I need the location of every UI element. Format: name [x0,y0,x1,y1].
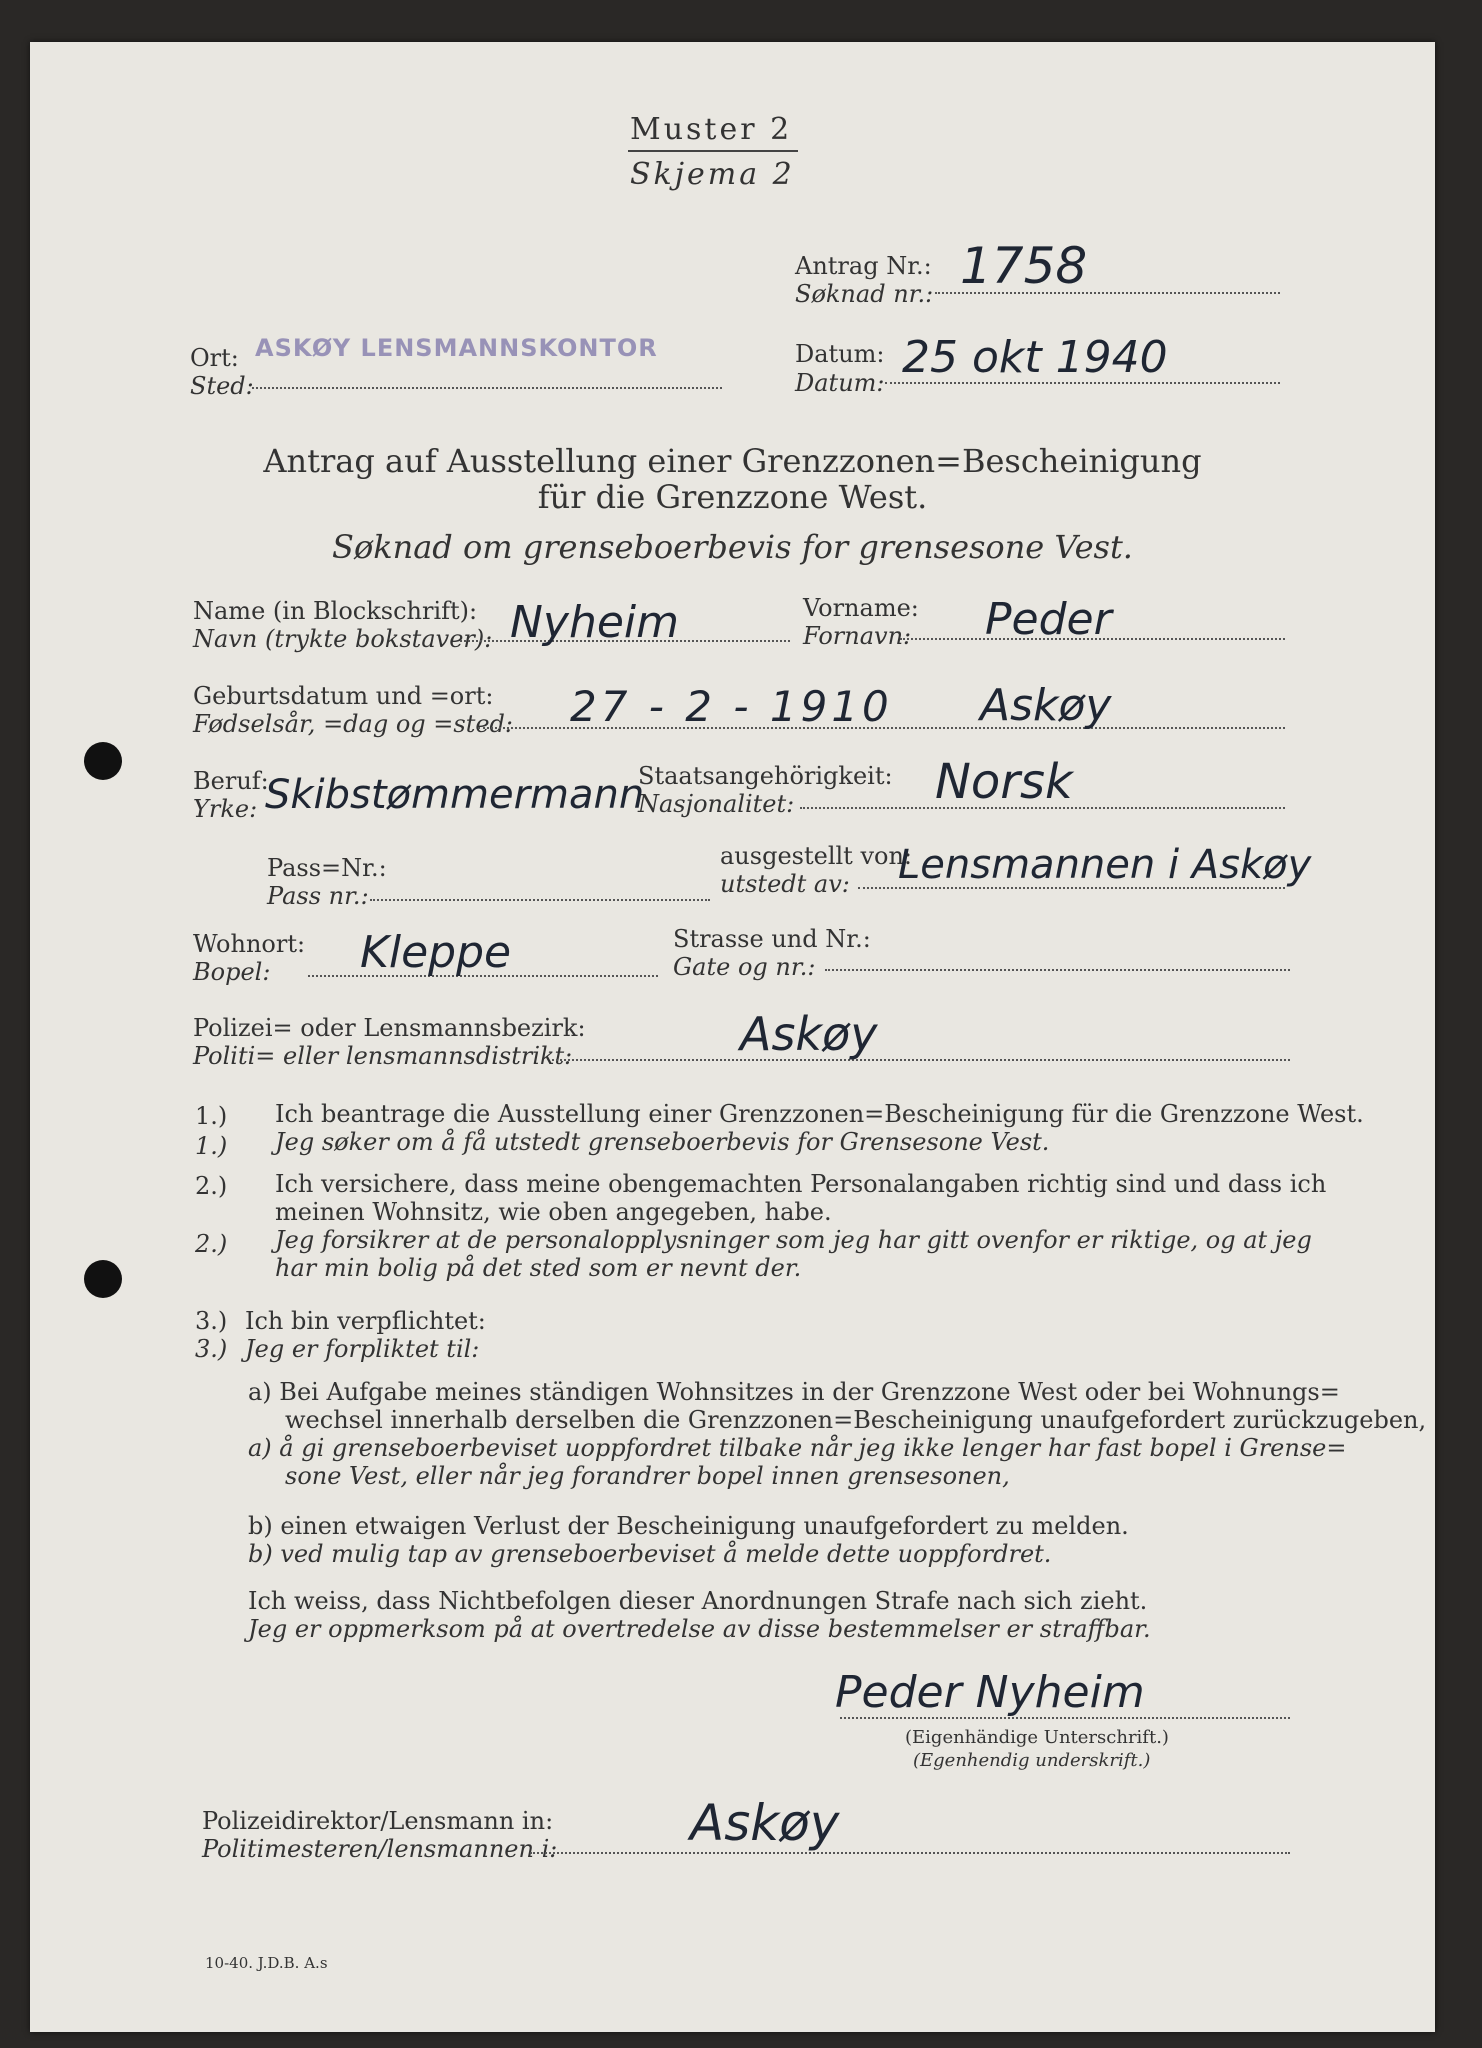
title-divider [628,150,798,152]
beruf-handwritten: Skibstømmermann [265,772,645,818]
ort-label: Ort: [190,344,239,372]
clause-2-number-de: 2.) [195,1172,228,1200]
clause-2-no-line1: Jeg forsikrer at de personalopplysninger som jeg har gitt ovenfor er riktige, og at jeg [275,1226,1312,1254]
police-signature: Askøy [690,1794,840,1852]
police-label-de: Polizeidirektor/Lensmann in: [202,1807,554,1835]
datum-label-no: Datum: [795,369,885,397]
pass-label-de: Pass=Nr.: [267,854,387,882]
clause-2-de-line1: Ich versichere, dass meine obengemachten Personalangaben richtig sind und dass ich [275,1170,1327,1198]
clause-3b-de: b) einen etwaigen Verlust der Bescheinigung unaufgefordert zu melden. [248,1512,1129,1540]
applicant-signature: Peder Nyheim [835,1667,1145,1718]
name-label-de: Name (in Blockschrift): [193,597,478,625]
beruf-label-no: Yrke: [193,795,258,823]
wohnort-label-de: Wohnort: [193,930,306,958]
polizei-label-de: Polizei= oder Lensmannsbezirk: [193,1014,586,1042]
signature-label-de: (Eigenhändige Unterschrift.) [905,1727,1169,1748]
heading-no: Søknad om grenseboerbevis for grensesone Vest. [332,528,1133,566]
beruf-label-de: Beruf: [193,767,269,795]
wohnort-handwritten: Kleppe [360,927,512,978]
geburt-place-handwritten: Askøy [980,680,1112,731]
geburt-label-no: Fødselsår, =dag og =sted: [193,710,514,738]
punch-hole [84,742,122,780]
soknad-number-handwritten: 1758 [960,237,1088,295]
staat-handwritten: Norsk [935,754,1073,810]
wohnort-label-no: Bopel: [193,958,271,986]
clause-2-no-line2: har min bolig på det sted som er nevnt der. [275,1254,802,1282]
clause-1-de: Ich beantrage die Ausstellung einer Grenzzonen=Bescheinigung für die Grenzzone West. [275,1100,1364,1128]
vorname-label-de: Vorname: [803,594,919,622]
staat-label-de: Staatsangehörigkeit: [638,762,893,790]
polizei-handwritten: Askøy [740,1007,878,1061]
sted-label: Sted: [190,372,254,400]
clause-3-number-no: 3.) [195,1335,228,1363]
clause-1-no: Jeg søker om å få utstedt grenseboerbevis for Grensesone Vest. [275,1128,1050,1156]
strasse-label-no: Gate og nr.: [673,953,816,981]
clause-3a-no-line1: a) å gi grenseboerbeviset uoppfordret tilbake når jeg ikke lenger har fast bopel i Grense= [248,1434,1347,1462]
vorname-label-no: Fornavn: [803,622,912,650]
polizei-line [552,1059,1290,1061]
ausgestellt-label-de: ausgestellt von: [720,842,912,870]
name-handwritten: Nyheim [510,597,679,648]
clause-3-number-de: 3.) [195,1307,228,1335]
geburt-label-de: Geburtsdatum und =ort: [193,682,494,710]
vorname-handwritten: Peder [985,594,1112,645]
clause-3a-no-line2: sone Vest, eller når jeg forandrer bopel innen grensesonen, [285,1462,1010,1490]
warning-de: Ich weiss, dass Nichtbefolgen dieser Anordnungen Strafe nach sich zieht. [248,1587,1148,1615]
clause-2-de-line2: meinen Wohnsitz, wie oben angegeben, habe. [275,1198,832,1226]
form-title-de: Muster 2 [630,112,793,147]
geburt-date-handwritten: 27 - 2 - 1910 [570,682,893,731]
datum-label-de: Datum: [795,340,885,368]
staat-label-no: Nasjonalitet: [638,790,795,818]
clause-1-number-no: 1.) [195,1132,228,1160]
pass-line [370,899,710,901]
ausgestellt-label-no: utstedt av: [720,870,850,898]
clause-3-de: Ich bin verpflichtet: [245,1307,486,1335]
sted-line [252,387,722,389]
ausgestellt-handwritten: Lensmannen i Askøy [898,842,1312,888]
police-label-no: Politimesteren/lensmannen i: [202,1835,558,1863]
print-code: 10-40. J.D.B. A.s [205,1954,328,1972]
punch-hole [84,1260,122,1298]
polizei-label-no: Politi= eller lensmannsdistrikt: [193,1042,573,1070]
soknad-label: Søknad nr.: [795,280,934,308]
clause-3a-de-line1: a) Bei Aufgabe meines ständigen Wohnsitzes in der Grenzzone West oder bei Wohnungs= [248,1378,1340,1406]
document-page [30,42,1435,2032]
police-line [530,1852,1290,1854]
form-title-no: Skjema 2 [630,157,795,192]
datum-handwritten: 25 okt 1940 [902,332,1168,383]
warning-no: Jeg er oppmerksom på at overtredelse av disse bestemmelser er straffbar. [248,1615,1151,1643]
clause-2-number-no: 2.) [195,1230,228,1258]
antrag-label: Antrag Nr.: [795,252,932,280]
signature-label-no: (Egenhendig underskrift.) [913,1750,1151,1771]
strasse-line [825,969,1290,971]
clause-3-no: Jeg er forpliktet til: [245,1335,480,1363]
strasse-label-de: Strasse und Nr.: [673,925,871,953]
clause-1-number-de: 1.) [195,1102,228,1130]
name-label-no: Navn (trykte bokstaver): [193,625,493,653]
pass-label-no: Pass nr.: [267,882,369,910]
heading-de-line2: für die Grenzzone West. [537,478,928,516]
lensmann-stamp: ASKØY LENSMANNSKONTOR [255,334,658,362]
clause-3b-no: b) ved mulig tap av grenseboerbeviset å melde dette uoppfordret. [248,1540,1052,1568]
clause-3a-de-line2: wechsel innerhalb derselben die Grenzzonen=Bescheinigung unaufgefordert zurückzugeben, [285,1406,1427,1434]
heading-de-line1: Antrag auf Ausstellung einer Grenzzonen=Bescheinigung [263,442,1202,480]
